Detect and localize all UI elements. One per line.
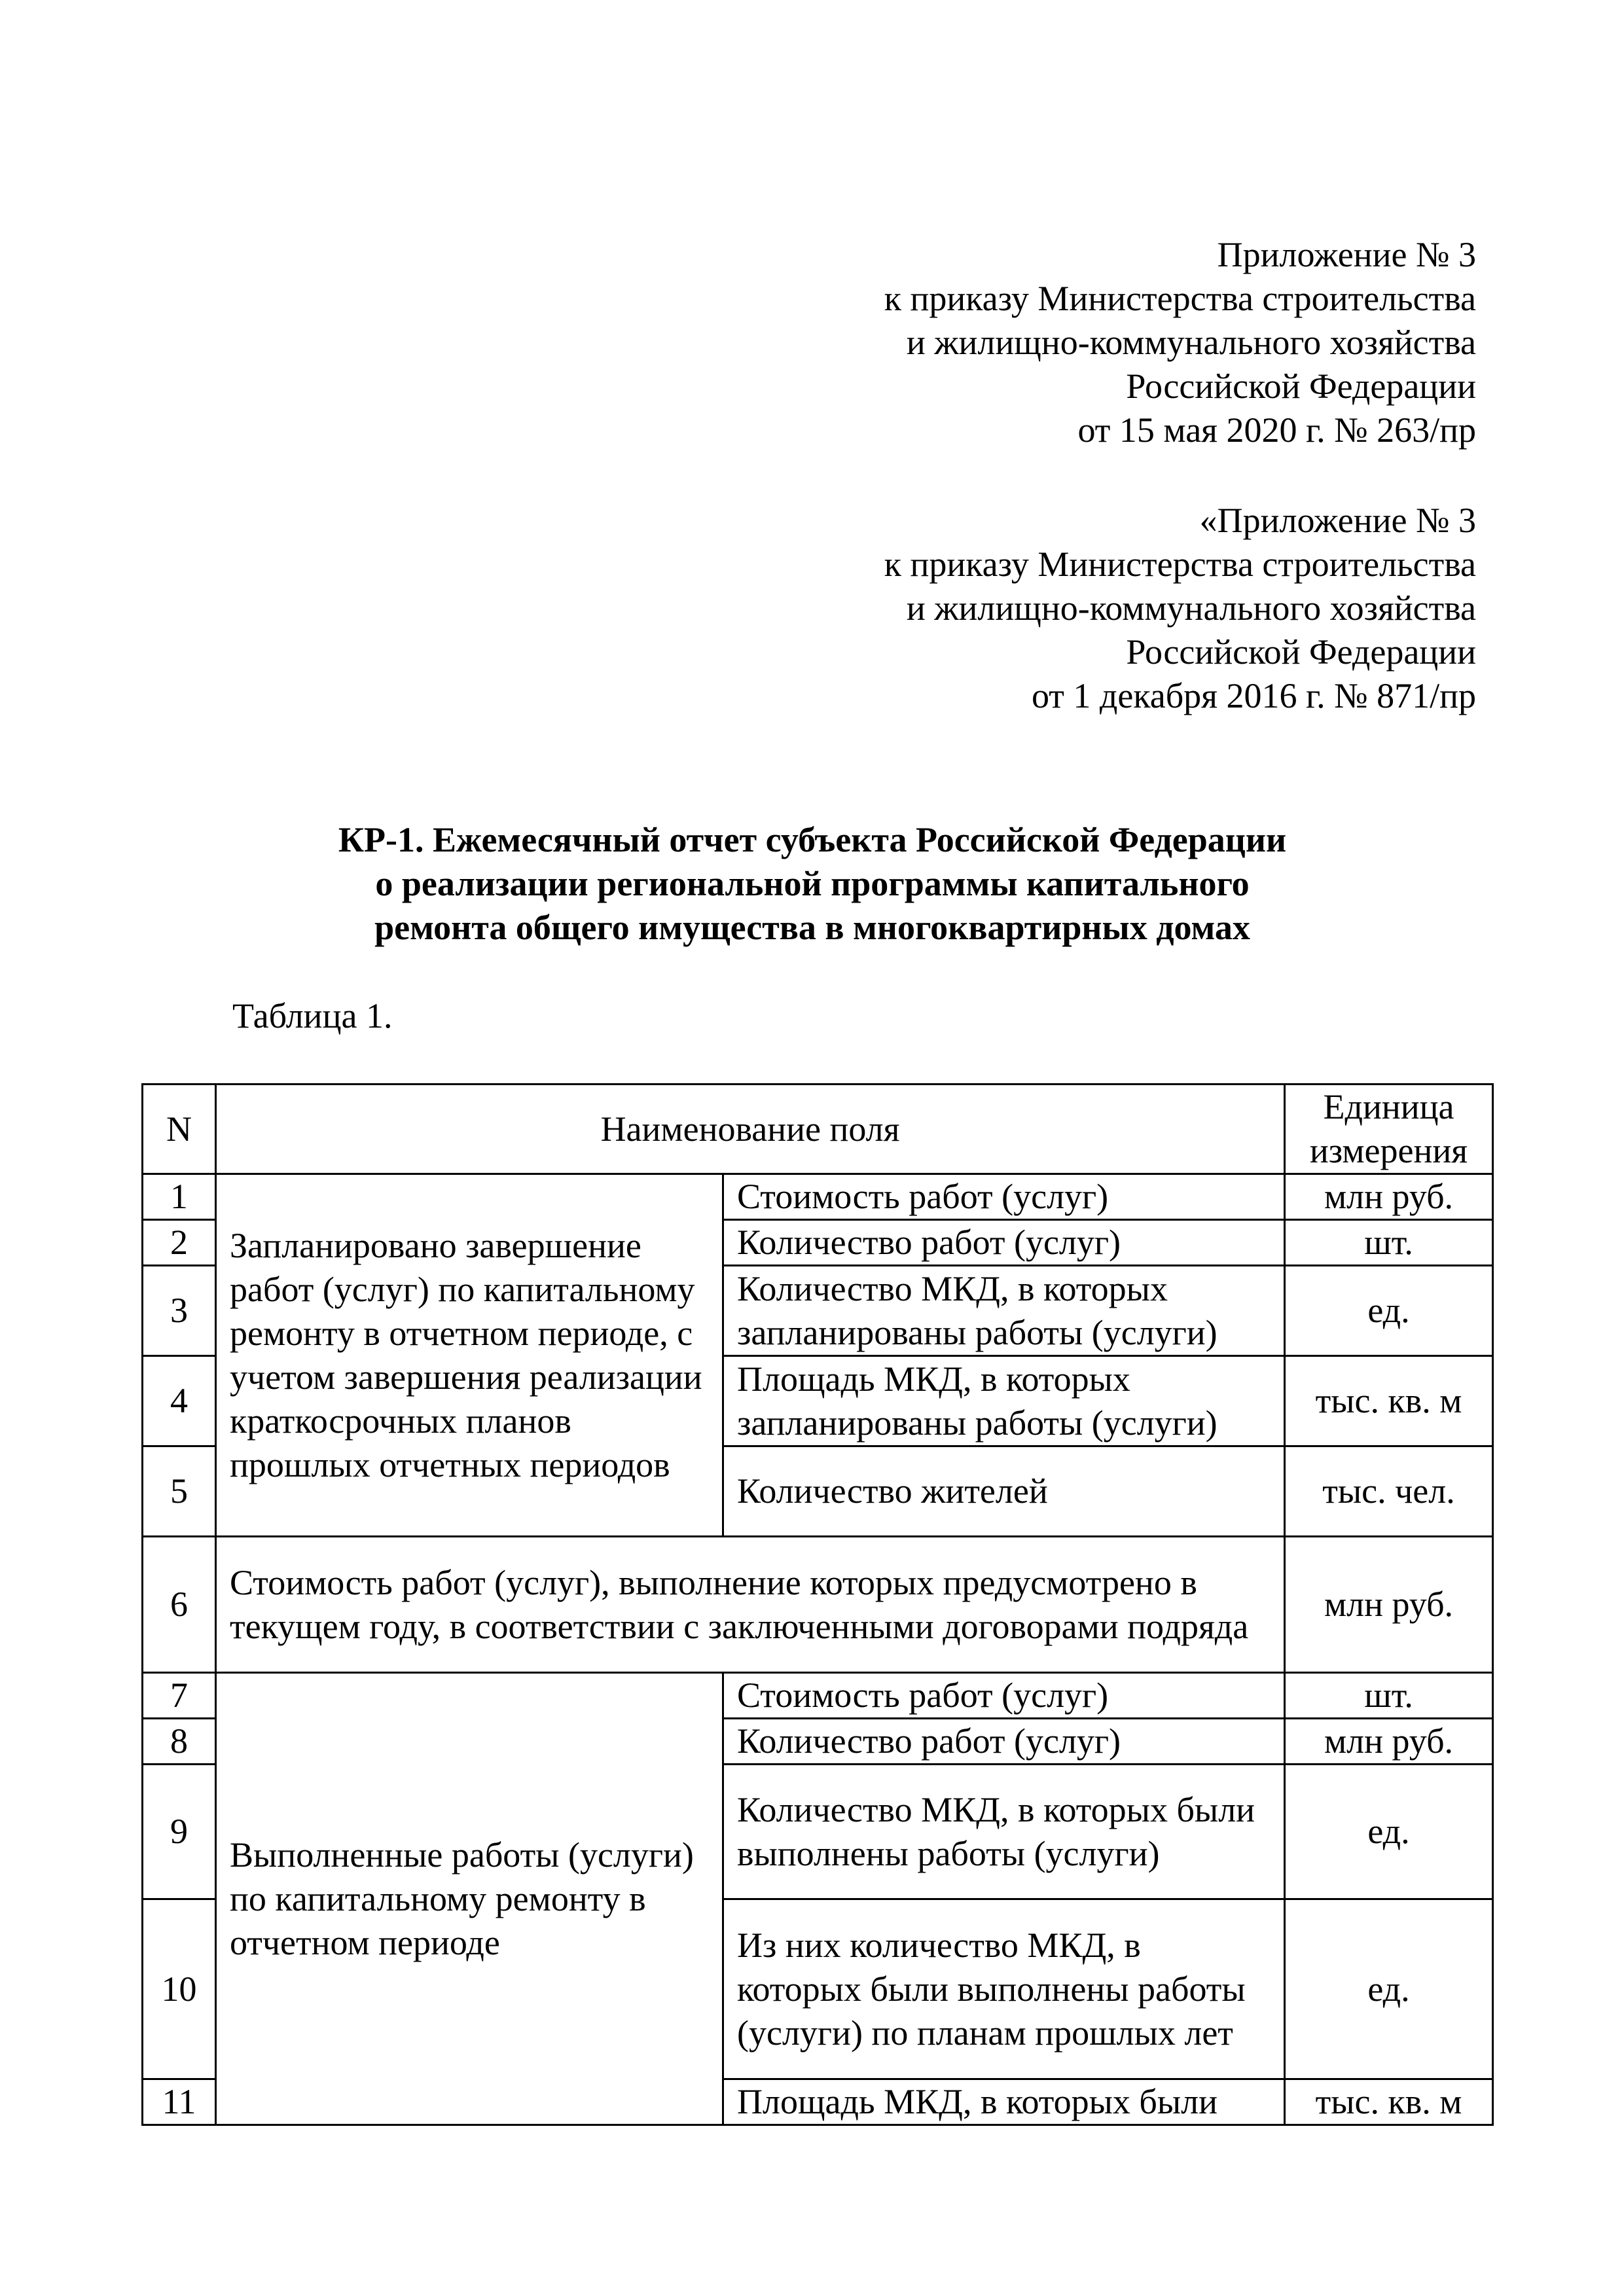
annex-line: Российской Федерации xyxy=(1126,632,1476,672)
table-row xyxy=(143,1174,1493,1220)
row-field: Из них количество МКД, в которых были выполнены работы (услуги) по планам прошлых лет xyxy=(723,1899,1285,2079)
row-unit: млн руб. xyxy=(1285,1719,1493,1765)
header-field: Наименование поля xyxy=(216,1085,1285,1174)
group-planned: Запланировано завершение работ (услуг) по капитальному ремонту в отчетном периоде, с учетом завершения реализации краткосрочных планов прошлых отчетных периодов xyxy=(216,1174,723,1537)
table-header-row xyxy=(143,1085,1493,1174)
row-field: Количество работ (услуг) xyxy=(723,1220,1285,1266)
row-num: 6 xyxy=(143,1537,216,1673)
annex-line: к приказу Министерства строительства xyxy=(884,279,1476,318)
title-line: ремонта общего имущества в многоквартирных домах xyxy=(374,908,1250,947)
row-unit: тыс. кв. м xyxy=(1285,1356,1493,1446)
row-field: Площадь МКД, в которых запланированы работы (услуги) xyxy=(723,1356,1285,1446)
row-unit: шт. xyxy=(1285,1673,1493,1719)
row-unit: тыс. кв. м xyxy=(1285,2079,1493,2125)
row-unit: тыс. чел. xyxy=(1285,1446,1493,1537)
title-line: КР-1. Ежемесячный отчет субъекта Российской Федерации xyxy=(338,820,1287,859)
annex-line: и жилищно-коммунального хозяйства xyxy=(906,588,1476,628)
row-field: Площадь МКД, в которых были xyxy=(723,2079,1285,2125)
row-field: Количество МКД, в которых были выполнены работы (услуги) xyxy=(723,1765,1285,1899)
row-num: 3 xyxy=(143,1266,216,1356)
row-num: 7 xyxy=(143,1673,216,1719)
group-completed: Выполненные работы (услуги) по капитальному ремонту в отчетном периоде xyxy=(216,1673,723,2125)
annex-line: Приложение № 3 xyxy=(1217,235,1476,274)
annex-line: «Приложение № 3 xyxy=(1199,501,1476,540)
row-num: 9 xyxy=(143,1765,216,1899)
row-unit: ед. xyxy=(1285,1266,1493,1356)
row-field: Стоимость работ (услуг) xyxy=(723,1673,1285,1719)
row-num: 1 xyxy=(143,1174,216,1220)
row-num: 4 xyxy=(143,1356,216,1446)
annex-line: от 1 декабря 2016 г. № 871/пр xyxy=(1031,676,1476,715)
row-field: Количество МКД, в которых запланированы работы (услуги) xyxy=(723,1266,1285,1356)
row-unit: ед. xyxy=(1285,1899,1493,2079)
row-num: 5 xyxy=(143,1446,216,1537)
table-row xyxy=(143,1537,1493,1673)
row-unit: шт. xyxy=(1285,1220,1493,1266)
annex-block-original xyxy=(884,499,1476,718)
row-unit: ед. xyxy=(1285,1765,1493,1899)
row-field: Количество жителей xyxy=(723,1446,1285,1537)
annex-line: и жилищно-коммунального хозяйства xyxy=(906,323,1476,362)
row-unit: млн руб. xyxy=(1285,1537,1493,1673)
row-field: Стоимость работ (услуг), выполнение которых предусмотрено в текущем году, в соответствии с заключенными договорами подряда xyxy=(216,1537,1285,1673)
header-num: N xyxy=(143,1085,216,1174)
row-num: 11 xyxy=(143,2079,216,2125)
annex-block-current xyxy=(884,233,1476,452)
table-caption: Таблица 1. xyxy=(232,996,393,1035)
title-line: о реализации региональной программы капитального xyxy=(375,864,1250,903)
report-table xyxy=(141,1083,1494,2126)
row-num: 10 xyxy=(143,1899,216,2079)
document-title xyxy=(141,818,1483,950)
annex-line: от 15 мая 2020 г. № 263/пр xyxy=(1077,410,1476,450)
row-unit: млн руб. xyxy=(1285,1174,1493,1220)
header-unit: Единица измерения xyxy=(1285,1085,1493,1174)
row-num: 2 xyxy=(143,1220,216,1266)
annex-line: к приказу Министерства строительства xyxy=(884,545,1476,584)
table-row xyxy=(143,1673,1493,1719)
annex-line: Российской Федерации xyxy=(1126,367,1476,406)
row-num: 8 xyxy=(143,1719,216,1765)
row-field: Количество работ (услуг) xyxy=(723,1719,1285,1765)
row-field: Стоимость работ (услуг) xyxy=(723,1174,1285,1220)
